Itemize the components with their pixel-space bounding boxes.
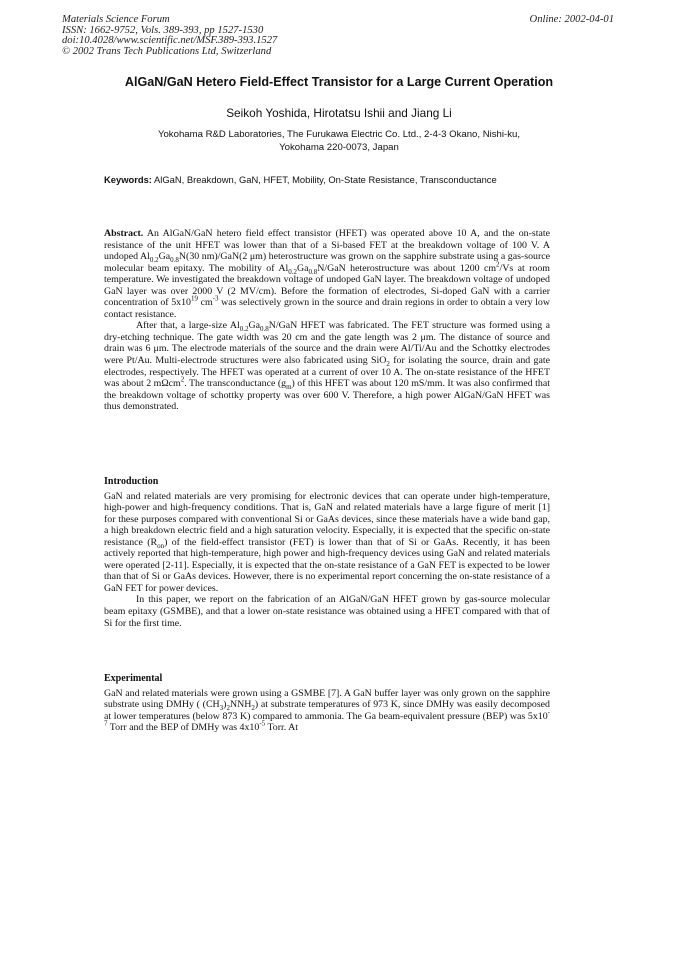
introduction-paragraph-1 bbox=[104, 491, 550, 595]
abstract-text: Ga bbox=[248, 320, 260, 332]
abstract-text: N(30 nm)/GaN(2 μm) heterostructure was grown on the sapphire substrate using a gas-source molecular beam epitaxy. The mobility of Al bbox=[104, 251, 550, 274]
subscript: 2 bbox=[251, 704, 255, 713]
experimental-text: ) bbox=[223, 699, 227, 711]
superscript: -5 bbox=[259, 719, 266, 728]
superscript: -7 bbox=[104, 708, 550, 728]
keywords bbox=[104, 174, 574, 185]
abstract-label: Abstract. bbox=[104, 228, 144, 239]
abstract-paragraph-2 bbox=[104, 320, 550, 412]
subscript: 2 bbox=[386, 359, 390, 368]
introduction-text: ) of the field-effect transistor (FET) is lower than that of Si or GaAs. Recently, it has been actively reported that high-temperature, high power and high-frequency devices using GaN and related materials were operated [2-11]. Especially, it is expected that the on-state resistance of a GaN FET is expected to be lower than that of Si or GaAs devices. However, there is no experimental report concerning the on-state resistance of a GaN FET for power devices. bbox=[104, 536, 550, 594]
subscript: 0.2 bbox=[288, 267, 297, 276]
abstract-text: Ga bbox=[297, 262, 309, 274]
abstract-text: . The transconductance (g bbox=[184, 378, 287, 390]
abstract-paragraph-1 bbox=[104, 228, 550, 320]
affiliation-line-1: Yokohama R&D Laboratories, The Furukawa Electric Co. Ltd., 2-4-3 Okano, Nishi-ku, bbox=[157, 129, 521, 140]
doi-line[interactable]: doi:10.4028/www.scientific.net/MSF.389-393.1527 bbox=[62, 35, 278, 47]
experimental-text: Torr and the BEP of DMHy was 4x10 bbox=[107, 722, 260, 734]
experimental-section bbox=[104, 673, 550, 734]
abstract-text: After that, a large-size Al bbox=[136, 320, 240, 332]
experimental-text: Torr. At bbox=[265, 722, 299, 734]
abstract-text: /Vs at room temperature. We investigated the breakdown voltage of undoped GaN layer. The breakdown voltage of undoped GaN layer was over 2000 V (2 MV/cm). Before the formation of electrodes, Si-doped GaN with a carrier concentration of 5x10 bbox=[104, 262, 550, 309]
subscript: 0.8 bbox=[308, 267, 318, 276]
subscript: 2 bbox=[226, 704, 230, 713]
abstract-text: N/GaN heterostructure was about 1200 cm bbox=[317, 262, 497, 274]
abstract-text: cm bbox=[197, 297, 213, 309]
superscript: 2 bbox=[180, 375, 185, 384]
subscript: 0.2 bbox=[239, 325, 249, 334]
abstract-text: ) of this HFET was about 120 mS/mm. It was also confirmed that the breakdown voltage of schottky property was over 600 V. Therefore, a high power AlGaN/GaN HFET was thus demonstrated. bbox=[104, 378, 550, 413]
abstract-text: was selectively grown in the source and drain regions in order to obtain a very low contact resistance. bbox=[104, 297, 550, 320]
superscript: -3 bbox=[212, 294, 219, 303]
subscript: 0.2 bbox=[149, 256, 159, 265]
online-date: Online: 2002-04-01 bbox=[529, 14, 614, 25]
subscript: 3 bbox=[219, 704, 224, 713]
keywords-label: Keywords: bbox=[104, 174, 152, 185]
superscript: 2 bbox=[496, 260, 500, 269]
experimental-paragraph-1 bbox=[104, 688, 550, 734]
journal-name: Materials Science Forum bbox=[62, 14, 170, 25]
experimental-text: ) at substrate temperatures of 973 K, since DMHy was easily decomposed at lower temperatures (below 873 K) compared to ammonia. The Ga beam-equivalent pressure (BEP) was 5x10 bbox=[104, 699, 550, 722]
abstract-text: for isolating the source, drain and gate electrodes, respectively. The HFET was operated at a current of over 10 A. The on-state resistance of the HFET was about 2 mΩcm bbox=[104, 355, 551, 390]
introduction-paragraph-2: In this paper, we report on the fabrication of an AlGaN/GaN HFET grown by gas-source molecular beam epitaxy (GSMBE), and that a lower on-state resistance was obtained using a HFET compared with that of Si for the first time. bbox=[104, 594, 550, 629]
superscript: 19 bbox=[190, 294, 198, 303]
abstract-section bbox=[104, 228, 550, 413]
abstract-text: N/GaN HFET was fabricated. The FET structure was formed using a dry-etching technique. The gate width was 20 cm and the gate length was 2 μm. The distance of source and drain was 6 μm. The electrode materials of the source and the drain were Al/Ti/Au and the Schottky electrodes were Pt/Au. Multi-electrode structures were also fabricated using SiO bbox=[104, 320, 550, 367]
subscript: 0.8 bbox=[259, 325, 269, 334]
affiliation-line-2: Yokohama 220-0073, Japan bbox=[279, 142, 399, 153]
introduction-text: GaN and related materials are very promising for electronic devices that can operate under high-temperature, high-power and high-frequency conditions. That is, GaN and related materials have a large figure of merit [1] for these purposes compared with conventional Si or GaAs devices, since these materials have a wide band gap, a high breakdown electric field and a high saturation velocity. Especially, it is expected that the specific on-state resistance (R bbox=[104, 490, 550, 548]
introduction-section bbox=[104, 476, 550, 629]
experimental-text: NNH bbox=[229, 699, 252, 711]
experimental-text: GaN and related materials were grown using a GSMBE [7]. A GaN buffer layer was only grown on the sapphire substrate using DMHy ( (CH bbox=[104, 687, 550, 711]
abstract-text: Ga bbox=[158, 251, 171, 263]
experimental-heading: Experimental bbox=[104, 673, 163, 684]
subscript: on bbox=[157, 541, 165, 550]
journal-header bbox=[62, 15, 277, 57]
issn-line: ISSN: 1662-9752, Vols. 389-393, pp 1527-1530 bbox=[62, 24, 264, 36]
subscript: 0.8 bbox=[170, 256, 179, 265]
paper-title: AlGaN/GaN Hetero Field-Effect Transistor for a Large Current Operation bbox=[124, 75, 554, 89]
affiliation bbox=[100, 128, 578, 154]
copyright-line: © 2002 Trans Tech Publications Ltd, Switzerland bbox=[62, 45, 272, 57]
introduction-heading: Introduction bbox=[104, 476, 159, 487]
subscript: m bbox=[286, 383, 292, 392]
abstract-text: An AlGaN/GaN hetero field effect transistor (HFET) was operated above 10 A, and the on-state resistance of the unit HFET was lower than that of a Si-based FET at the breakdown voltage of 100 V. A undoped Al bbox=[104, 228, 550, 263]
author-list: Seikoh Yoshida, Hirotatsu Ishii and Jiang Li bbox=[226, 106, 452, 120]
keywords-text: AlGaN, Breakdown, GaN, HFET, Mobility, On-State Resistance, Transconductance bbox=[151, 174, 497, 185]
